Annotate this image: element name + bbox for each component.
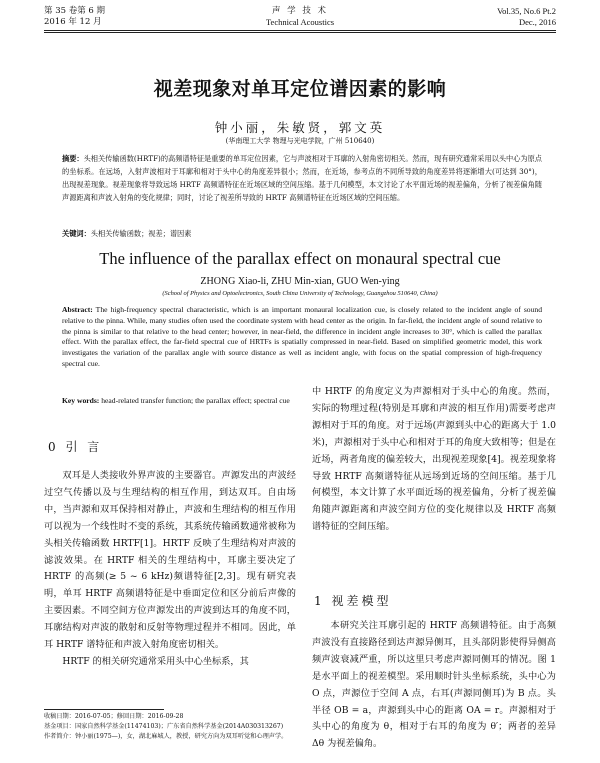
section-heading-intro: 0 引 言 — [48, 440, 103, 454]
footnote-author — [44, 732, 296, 742]
abstract-en-label: Abstract: — [62, 305, 93, 314]
volume-issue-zh: 第 35 卷第 6 期 — [44, 6, 106, 16]
authors-en: ZHONG Xiao-li, ZHU Min-xian, GUO Wen-ying — [200, 276, 400, 287]
keywords-zh — [62, 229, 191, 239]
keywords-en-text: head-related transfer function; the parallax effect; spectral cue — [99, 396, 290, 405]
header-rule-thin — [44, 32, 556, 33]
keywords-en-label: Key words: — [62, 396, 100, 405]
journal-name-zh: 声 学 技 术 — [271, 6, 329, 16]
keywords-zh-text: 头相关传输函数；视差；谱因素 — [90, 229, 192, 238]
footnote-fund — [44, 722, 296, 732]
affiliation-zh: (华南理工大学 物理与光电学院，广州 510640) — [225, 137, 375, 145]
abstract-zh — [62, 152, 542, 204]
footnote-author-label: 作者简介： — [44, 732, 75, 740]
keywords-zh-label: 关键词： — [62, 229, 91, 238]
date-en: Dec., 2016 — [518, 17, 556, 27]
footnote-fund-text: 国家自然科学基金(11474103)；广东省自然科学基金(2014A030313267) — [74, 722, 284, 730]
parallax-model-body — [312, 618, 556, 753]
header-rule — [44, 30, 556, 31]
abstract-en — [62, 305, 542, 370]
footnote-rule — [44, 709, 164, 710]
section-heading-parallax-model: 1 视差模型 — [314, 594, 392, 608]
footnote-author-text: 钟小丽(1975—)，女，湖北麻城人，教授，研究方向为双耳听觉和心理声学。 — [74, 732, 288, 740]
intro-continued-paragraph: 中 HRTF 的角度定义为声源相对于头中心的角度。然而，实际的物理过程(特别是耳廓和声波的相互作用)需要考虑声源相对于耳的角度。对于远场(声源到头中心的距离大于 1.0 米)，声源相对于头中心和相对于耳的角度大致相等；但是在近场，两者角度的偏差较大，出现视差现象[4]。视差现象将导致 HRTF 高频谱特征从远场到近场的空间压缩。基于几何模型，本文计算了水平面近场的视差偏角，分析了视差偏角随声源距离和声波空间方位的变化规律以及 HRTF 高频谱特征的空间压缩。 — [312, 386, 556, 533]
volume-issue-en: Vol.35, No.6 Pt.2 — [497, 6, 556, 16]
intro-paragraph-2: HRTF 的相关研究通常采用头中心坐标系，其 — [62, 655, 249, 667]
parallax-model-paragraph: 本研究关注耳廓引起的 HRTF 高频谱特征。由于高频声波没有直接路径到达声源异侧耳，且头部阴影使得异侧高频声波衰减严重，所以这里只考虑声源同侧耳的情况。图 1 是水平面上的视差模型。采用顺时针头坐标系统，头中心为 O 点，声源位于空间 A 点，右耳(声源同侧耳)为 B 点。头半径 OB = a，声源到头中心的距离 OA = r。声源相对于头中心的角度为 θ，相对于右耳的角度为 θ′；两者的差异 Δθ 为视差偏角。 — [312, 620, 556, 750]
journal-name-en: Technical Acoustics — [265, 17, 335, 27]
paper-title-en: The influence of the parallax effect on monaural spectral cue — [99, 249, 501, 268]
intro-body — [44, 468, 296, 671]
footnote-fund-label: 基金项目： — [44, 722, 75, 730]
abstract-zh-label: 摘要： — [62, 154, 84, 163]
date-zh: 2016 年 12 月 — [44, 17, 102, 27]
affiliation-en: (School of Physics and Optoelectronics, South China University of Technology, Guangzhou 510640, China) — [162, 290, 438, 297]
keywords-en — [62, 396, 290, 405]
intro-paragraph-1: 双耳是人类接收外界声波的主要器官。声源发出的声波经过空气传播以及与生理结构的相互作用，到达双耳。自由场中，当声源和双耳保持相对静止，声波和生理结构的相互作用可以视为一个线性时不变的系统，其系统传输函数通常被称为头相关传输函数 HRTF[1]。HRTF 反映了生理结构对声波的滤波效果。在 HRTF 相关的生理结构中，耳廓主要决定了 HRTF 的高频(≥ 5 ~ 6 kHz)频谱特征[2,3]。现有研究表明，单耳 HRTF 高频谱特征是中垂面定位和区分前后声像的主要因素。不同空间方位声源发出的声波到达耳的角度不同，耳廓结构对声波的散射和反射等物理过程并不相同。因此，单耳 HRTF 谱特征和声波入射角度密切相关。 — [44, 470, 296, 651]
right-column-intro — [312, 384, 556, 536]
footnote — [44, 712, 296, 741]
authors-zh: 钟小丽，朱敏贤，郭文英 — [214, 120, 386, 135]
abstract-zh-text: 头相关传输函数(HRTF)的高频谱特征是重要的单耳定位因素，它与声波相对于耳廓的入射角密切相关。然而，现有研究通常采用以头中心为原点的坐标系。在远场，入射声波相对于耳廓和相对于头中心的角度差异很小；然而，在近场，参考点的不同所导致的角度差异将逐渐增大(可达到 30°)，出现视差现象。视差现象将导致远场 HRTF 高频谱特征在近场区域的空间压缩。基于几何模型，本文讨论了水平面近场的视差偏角，分析了视差偏角随声源距离和声波入射角的变化规律；同时，讨论了视差所导致的 HRTF 高频谱特征在近场区域的空间压缩。 — [62, 154, 542, 202]
paper-title-zh: 视差现象对单耳定位谱因素的影响 — [153, 78, 447, 100]
footnote-received: 收稿日期：2016-07-05；修回日期：2016-09-28 — [44, 713, 184, 720]
abstract-en-text: The high-frequency spectral characteristic, which is an important monaural localization cue, is closely related to the incident angle of sound relative to the pinna. While, many studies often used the coordinate system with head center as the origin. In far-field, the incident angle of sound relative to the pinna is similar to that relative to the head center; however, in near-field, the difference in incident angle increases to 30°, which is called the parallax effect. With the parallax effect, the far-field spectral cue of HRTFs is spatially compressed in near-field. Based on simplified geometric model, this work investigates the variation of the parallax angle with source distance as well as incident angle, with focus on the spatial compression of high-frequency spectral cue. — [62, 305, 542, 368]
